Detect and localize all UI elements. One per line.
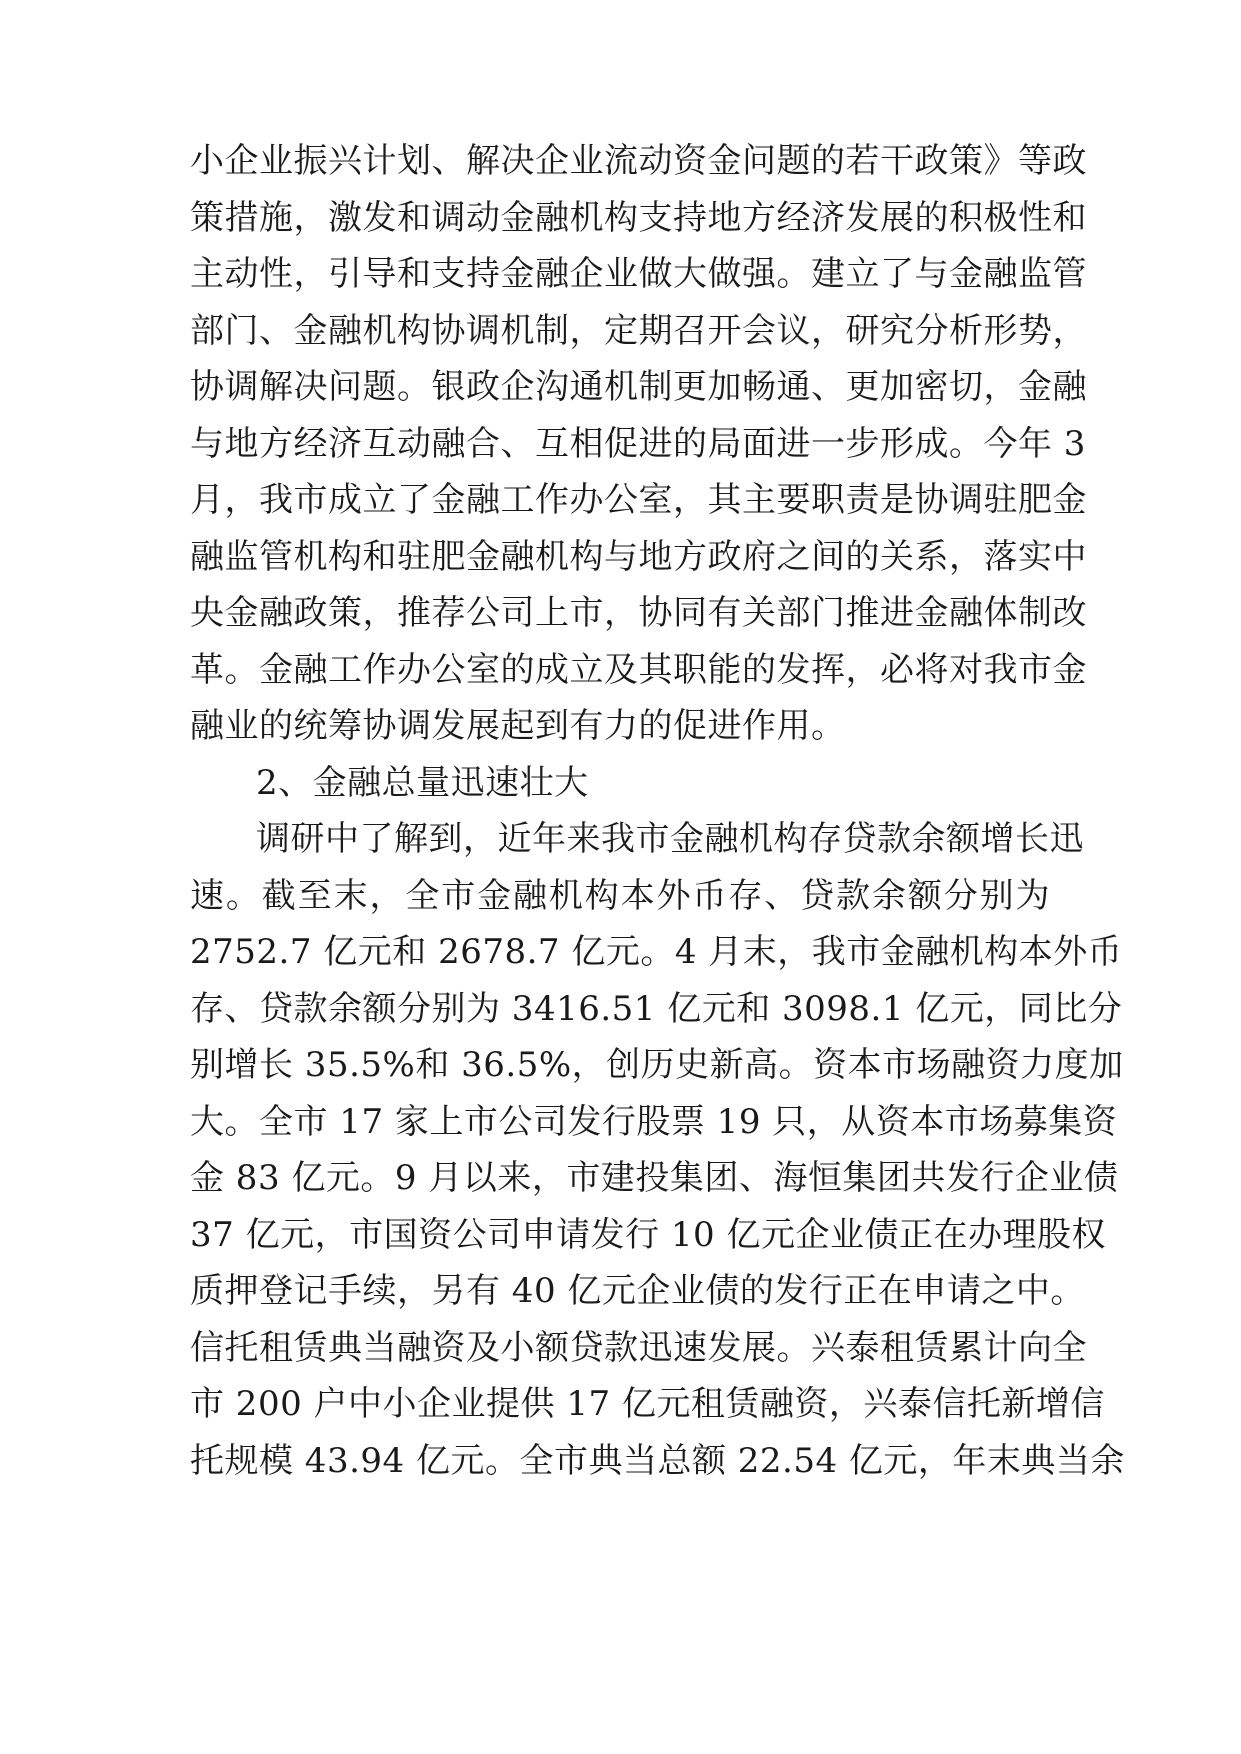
text-line: 信托租赁典当融资及小额贷款迅速发展。兴泰租赁累计向全 (190, 1328, 1087, 1368)
text-line: 金 83 亿元。9 月以来，市建投集团、海恒集团共发行企业债 (190, 1158, 1119, 1198)
text-line: 2752.7 亿元和 2678.7 亿元。4 月末，我市金融机构本外币 (190, 932, 1123, 972)
text-line: 融业的统筹协调发展起到有力的促进作用。 (190, 706, 846, 746)
text-line: 质押登记手续，另有 40 亿元企业债的发行正在申请之中。 (190, 1271, 1085, 1311)
text-line: 存、贷款余额分别为 3416.51 亿元和 3098.1 亿元，同比分 (190, 989, 1123, 1029)
text-line: 小企业振兴计划、解决企业流动资金问题的若干政策》等政 (190, 141, 1087, 181)
text-line: 央金融政策，推荐公司上市，协同有关部门推进金融体制改 (190, 593, 1087, 633)
text-line: 融监管机构和驻肥金融机构与地方政府之间的关系，落实中 (190, 537, 1087, 577)
section-heading: 2、金融总量迅速壮大 (256, 763, 589, 803)
text-line: 主动性，引导和支持金融企业做大做强。建立了与金融监管 (190, 254, 1087, 294)
text-line: 别增长 35.5%和 36.5%，创历史新高。资本市场融资力度加 (190, 1045, 1124, 1085)
text-line: 37 亿元，市国资公司申请发行 10 亿元企业债正在办理股权 (190, 1215, 1106, 1255)
text-line: 托规模 43.94 亿元。全市典当总额 22.54 亿元，年末典当余 (190, 1441, 1125, 1481)
text-line: 与地方经济互动融合、互相促进的局面进一步形成。今年 3 (190, 424, 1086, 464)
text-line: 策措施，激发和调动金融机构支持地方经济发展的积极性和 (190, 198, 1087, 238)
text-line: 月，我市成立了金融工作办公室，其主要职责是协调驻肥金 (190, 480, 1087, 520)
text-line: 大。全市 17 家上市公司发行股票 19 只，从资本市场募集资 (190, 1102, 1118, 1142)
text-line: 调研中了解到，近年来我市金融机构存贷款余额增长迅 (256, 819, 1084, 859)
text-line: 部门、金融机构协调机制，定期召开会议，研究分析形势， (190, 311, 1087, 351)
text-line: 速。截至末，全市金融机构本外币存、贷款余额分别为 (190, 876, 1050, 916)
text-line: 市 200 户中小企业提供 17 亿元租赁融资，兴泰信托新增信 (190, 1384, 1105, 1424)
text-line: 革。金融工作办公室的成立及其职能的发挥，必将对我市金 (190, 650, 1087, 690)
text-line: 协调解决问题。银政企沟通机制更加畅通、更加密切，金融 (190, 367, 1087, 407)
